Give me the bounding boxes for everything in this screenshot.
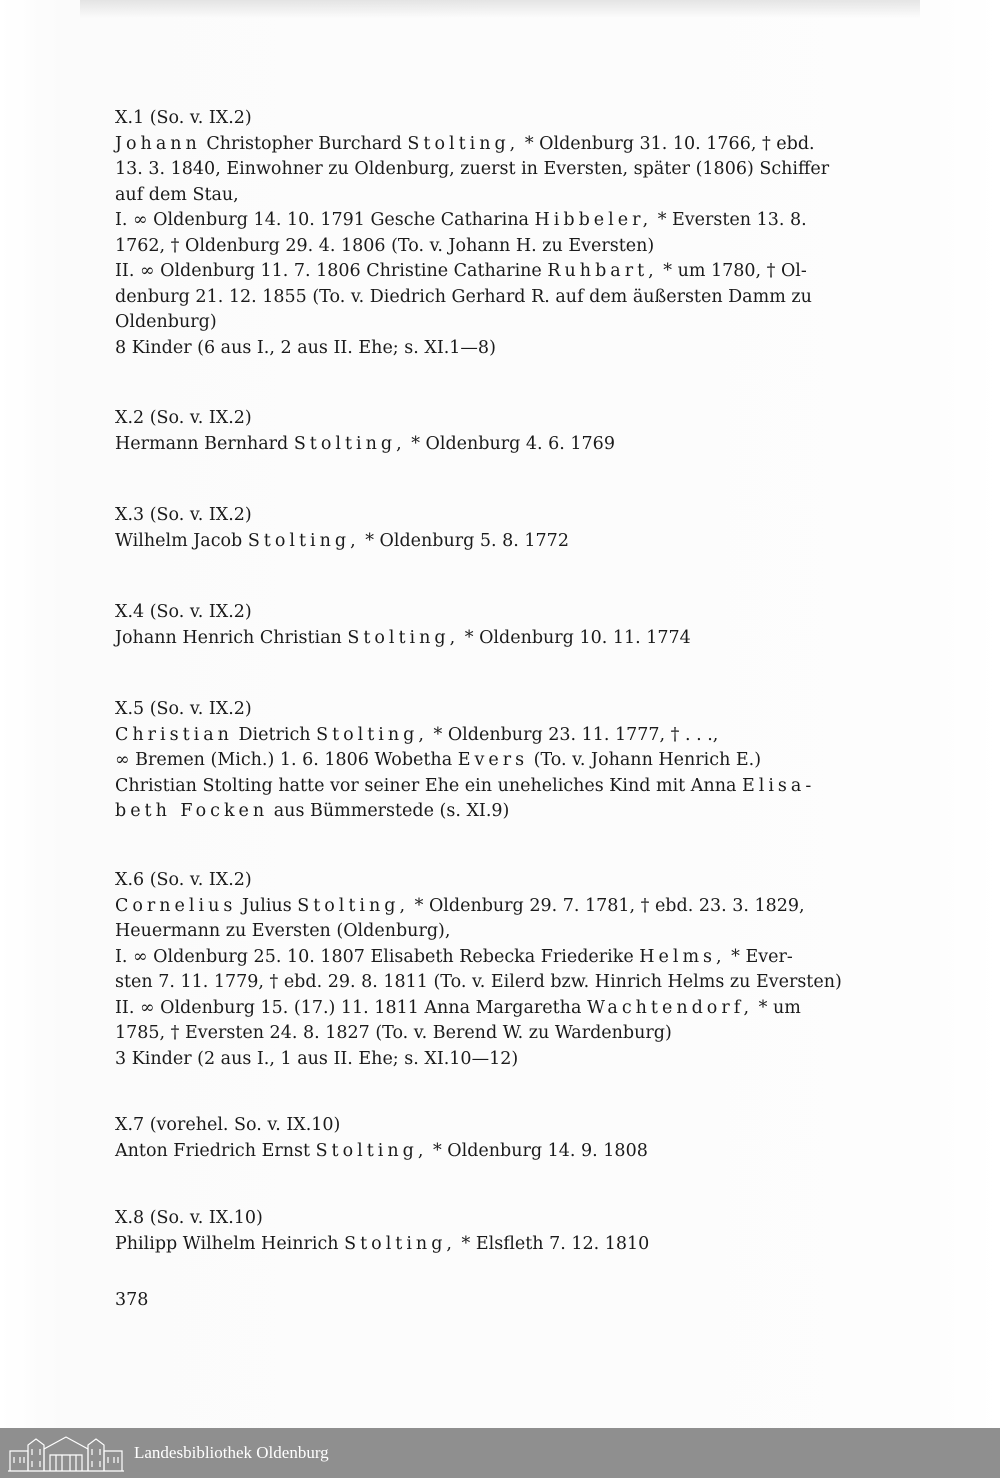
entry-line <box>115 157 829 183</box>
bleed-through-shadow <box>80 0 920 18</box>
spaced-name: beth Focken <box>115 801 269 821</box>
spaced-name: Evers <box>457 750 529 770</box>
text-segment: II. ∞ Oldenburg 15. (17.) 11. 1811 Anna Margaretha <box>115 997 587 1018</box>
entry-lines <box>115 529 569 555</box>
entry-heading: X.3 (So. v. IX.2) <box>115 505 252 525</box>
entry-line <box>115 432 615 458</box>
entry-heading: X.8 (So. v. IX.10) <box>115 1208 263 1228</box>
page-number: 378 <box>115 1290 149 1310</box>
spaced-name: Christian <box>115 724 233 745</box>
spaced-name: Stolting, <box>407 133 520 154</box>
text-segment: denburg 21. 12. 1855 (To. v. Diedrich Gerhard R. auf dem äußersten Damm zu <box>115 286 812 307</box>
text-segment: * Ever- <box>725 946 793 967</box>
entry-x5 <box>115 697 815 825</box>
text-segment: II. ∞ Oldenburg 11. 7. 1806 Christine Catharine <box>115 261 548 281</box>
text-segment: Anton Friedrich Ernst <box>115 1140 316 1161</box>
text-segment: * Elsfleth 7. 12. 1810 <box>455 1233 650 1254</box>
entry-heading: X.2 (So. v. IX.2) <box>115 408 252 428</box>
entry-line <box>115 894 842 920</box>
spaced-name: Stolting, <box>247 530 360 551</box>
text-segment: * Oldenburg 23. 11. 1777, † . . ., <box>427 724 719 745</box>
entry-x4 <box>115 600 691 651</box>
entry-line <box>115 919 842 945</box>
spaced-name: Stolting, <box>315 1140 428 1161</box>
spaced-name: Elisa- <box>741 775 816 796</box>
entry-x8 <box>115 1206 649 1257</box>
text-segment: Christian Stolting hatte vor seiner Ehe ein uneheliches Kind mit Anna <box>115 775 742 796</box>
text-segment: Oldenburg) <box>115 312 217 332</box>
entry-lines <box>115 894 842 1073</box>
entry-line <box>115 285 829 311</box>
entry-heading: X.5 (So. v. IX.2) <box>115 699 252 719</box>
entry-x6 <box>115 868 842 1072</box>
text-segment: Heuermann zu Eversten (Oldenburg), <box>115 921 451 941</box>
entry-lines <box>115 1232 649 1258</box>
entry-line <box>115 208 829 234</box>
text-segment: * Eversten 13. 8. <box>652 210 807 230</box>
entry-lines <box>115 626 691 652</box>
text-segment: * Oldenburg 29. 7. 1781, † ebd. 23. 3. 1829, <box>409 895 805 916</box>
text-segment: 3 Kinder (2 aus I., 1 aus II. Ehe; s. XI.10—12) <box>115 1048 519 1069</box>
spaced-name: Wachtendorf, <box>586 997 754 1018</box>
entry-line <box>115 234 829 260</box>
spaced-name: Stolting, <box>297 895 410 916</box>
text-segment: Julius <box>236 895 298 916</box>
entry-line <box>115 1232 649 1258</box>
text-segment: 1785, † Eversten 24. 8. 1827 (To. v. Berend W. zu Wardenburg) <box>115 1023 672 1043</box>
spaced-name: Hibbeler, <box>534 210 653 230</box>
text-segment: * Oldenburg 10. 11. 1774 <box>459 627 691 648</box>
entry-lines <box>115 132 829 362</box>
text-segment: 8 Kinder (6 aus I., 2 aus II. Ehe; s. XI.1—8) <box>115 337 496 358</box>
spaced-name: Johann <box>115 133 201 154</box>
entry-line <box>115 259 829 285</box>
spaced-name: Cornelius <box>115 895 237 916</box>
entry-lines <box>115 723 815 825</box>
entry-line <box>115 1021 842 1047</box>
spaced-name: Stolting, <box>316 724 428 745</box>
entry-line <box>115 132 829 158</box>
entry-line <box>115 310 829 336</box>
entry-heading: X.1 (So. v. IX.2) <box>115 108 252 128</box>
spaced-name: Ruhbart, <box>547 261 658 281</box>
entry-line <box>115 799 815 825</box>
text-segment: * Oldenburg 4. 6. 1769 <box>405 433 615 454</box>
library-name: Landesbibliothek Oldenburg <box>134 1443 329 1462</box>
text-segment: * Oldenburg 5. 8. 1772 <box>359 530 569 551</box>
text-segment: Dietrich <box>232 724 317 745</box>
entry-line <box>115 748 815 774</box>
entry-x7 <box>115 1113 648 1164</box>
spaced-name: Helms, <box>639 946 726 967</box>
text-segment: * Oldenburg 31. 10. 1766, † ebd. <box>519 133 815 154</box>
text-segment: Johann Henrich Christian <box>115 627 348 648</box>
entry-line <box>115 1139 648 1165</box>
spaced-name: Stolting, <box>344 1233 456 1254</box>
entry-lines <box>115 432 615 458</box>
text-segment: * Oldenburg 14. 9. 1808 <box>427 1140 648 1161</box>
entry-line <box>115 529 569 555</box>
entry-line <box>115 626 691 652</box>
text-segment: auf dem Stau, <box>115 184 239 205</box>
text-segment: I. ∞ Oldenburg 14. 10. 1791 Gesche Catharina <box>115 210 535 230</box>
text-segment: Hermann Bernhard <box>115 433 294 454</box>
text-segment: 13. 3. 1840, Einwohner zu Oldenburg, zuerst in Eversten, später (1806) Schiffer <box>115 159 830 179</box>
spaced-name: Stolting, <box>347 627 460 648</box>
entry-line <box>115 183 829 209</box>
footer-bar <box>0 1428 1000 1478</box>
entry-lines <box>115 1139 648 1165</box>
entry-line <box>115 1047 842 1073</box>
text-segment: Philipp Wilhelm Heinrich <box>115 1233 345 1254</box>
text-segment: * um <box>753 997 801 1018</box>
text-segment: I. ∞ Oldenburg 25. 10. 1807 Elisabeth Rebecka Friederike <box>115 946 640 967</box>
entry-line <box>115 336 829 362</box>
text-segment: aus Bümmerstede (s. XI.9) <box>268 801 510 821</box>
entry-x3 <box>115 503 569 554</box>
entry-line <box>115 774 815 800</box>
entry-x1 <box>115 106 829 361</box>
text-segment: * um 1780, † Ol- <box>657 261 807 281</box>
spaced-name: Stolting, <box>293 433 406 454</box>
entry-heading: X.6 (So. v. IX.2) <box>115 870 252 890</box>
text-segment: 1762, † Oldenburg 29. 4. 1806 (To. v. Johann H. zu Eversten) <box>115 235 655 256</box>
text-segment: (To. v. Johann Henrich E.) <box>528 750 762 770</box>
entry-line <box>115 723 815 749</box>
text-segment: ∞ Bremen (Mich.) 1. 6. 1806 Wobetha <box>115 750 458 770</box>
entry-heading: X.4 (So. v. IX.2) <box>115 602 252 622</box>
entry-heading: X.7 (vorehel. So. v. IX.10) <box>115 1115 341 1135</box>
library-building-icon <box>6 1431 126 1475</box>
text-segment: sten 7. 11. 1779, † ebd. 29. 8. 1811 (To. v. Eilerd bzw. Hinrich Helms zu Eversten) <box>115 972 842 992</box>
text-segment: Christopher Burchard <box>200 133 408 154</box>
entry-x2 <box>115 406 615 457</box>
text-segment: Wilhelm Jacob <box>115 530 248 551</box>
entry-line <box>115 970 842 996</box>
entry-line <box>115 996 842 1022</box>
entry-line <box>115 945 842 971</box>
